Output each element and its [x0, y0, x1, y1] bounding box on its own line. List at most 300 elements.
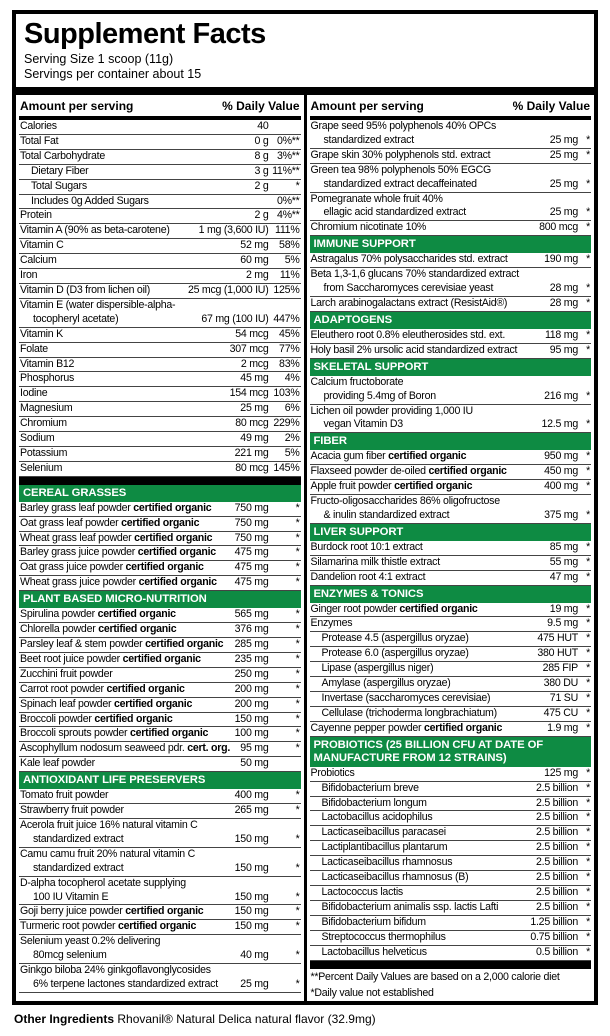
label-title: Supplement Facts [24, 18, 266, 50]
ingredient-name-bold: certified organic [103, 682, 185, 695]
ingredient-amount: 400 mg [544, 480, 578, 493]
ingredient-name: Goji berry juice powder certified organic [20, 905, 204, 918]
ingredient-name-bold: certified organic [94, 608, 176, 621]
ingredient-row [19, 417, 301, 432]
ingredient-amount: 950 mg [544, 450, 578, 463]
ingredient-amount: 2.5 billion [535, 811, 578, 824]
ingredient-dv: * [295, 179, 300, 192]
ingredient-amount: 1.25 billion [530, 915, 578, 928]
ingredient-amount: 285 FIP [542, 662, 578, 675]
ingredient-name: Green tea 98% polyphenols 50% EGCG [310, 163, 492, 176]
ingredient-row [310, 946, 592, 961]
ingredient-name: Streptococcus thermophilus [321, 930, 446, 943]
ingredient-dv: * [586, 282, 590, 295]
ingredient-name: Magnesium [20, 402, 73, 415]
col-header-amount: Amount per serving [20, 99, 134, 113]
ingredient-row [19, 877, 301, 906]
separator-bar [16, 87, 594, 95]
ingredient-amount: 60 mg [240, 254, 269, 267]
ingredient-name: Acacia gum fiber certified organic [310, 450, 467, 463]
ingredient-row [19, 964, 301, 993]
ingredient-name: Lactiplantibacillus plantarum [321, 841, 448, 854]
ingredient-amount: 0.75 billion [530, 930, 578, 943]
ingredient-amount: 190 mg [544, 253, 578, 266]
ingredient-amount: 250 mg [234, 667, 269, 680]
ingredient-name: Barley grass juice powder certified organic [20, 546, 216, 559]
ingredient-name-bold: certified organic [135, 546, 216, 559]
ingredient-amount: 1 mg (3,600 IU) [198, 224, 269, 237]
ingredient-row [19, 804, 301, 819]
ingredient-name: Bifidobacterium animalis ssp. lactis Lafti [321, 900, 499, 913]
ingredient-amount: 50 mg [240, 757, 269, 770]
ingredient-name: Vitamin K [20, 327, 63, 340]
ingredient-name: Chromium nicotinate 10% [310, 221, 427, 234]
ingredient-amount: 475 mg [234, 576, 269, 589]
ingredient-name-line2: 100 IU Vitamin E [33, 890, 109, 903]
ingredient-amount: 40 [257, 120, 269, 132]
ingredient-row [310, 662, 592, 677]
ingredient-amount: 2.5 billion [535, 796, 578, 809]
ingredient-name-bold: cert. org. [184, 742, 231, 755]
section-header: PROBIOTICS (25 BILLION CFU AT DATE OF MANUFACTURE FROM 12 STRAINS) [310, 737, 592, 767]
ingredient-dv: * [586, 508, 590, 521]
ingredient-name: D-alpha tocopherol acetate supplying [20, 876, 186, 889]
ingredient-dv: * [586, 796, 590, 809]
ingredient-amount: 25 mcg (1,000 IU) [187, 283, 269, 296]
ingredient-row [310, 871, 592, 886]
ingredient-name: Barley grass leaf powder certified organic [20, 501, 212, 514]
ingredient-dv: * [586, 328, 590, 341]
ingredient-name-bold: certified organic [130, 501, 212, 514]
ingredient-name-bold: certified organic [91, 712, 173, 725]
ingredient-amount: 71 SU [549, 692, 578, 704]
ingredient-name: Wheat grass juice powder certified organic [20, 576, 217, 589]
ingredient-dv: 103% [273, 387, 300, 400]
ingredient-dv: 2% [284, 432, 300, 445]
ingredient-row [310, 856, 592, 871]
ingredient-dv: 11%** [272, 164, 300, 177]
ingredient-row [19, 638, 301, 653]
ingredient-dv: * [586, 915, 590, 928]
ingredient-row [19, 432, 301, 447]
ingredient-dv: * [295, 546, 300, 559]
ingredient-name: Calcium [20, 254, 57, 267]
ingredient-name-bold: certified organic [425, 465, 507, 478]
ingredient-name: Flaxseed powder de-oiled certified organic [310, 465, 507, 478]
ingredient-row [310, 811, 592, 826]
ingredient-dv: * [586, 465, 590, 478]
ingredient-name: Calcium fructoborate [310, 375, 404, 388]
ingredient-dv: * [586, 930, 590, 943]
ingredient-name-bold: certified organic [115, 920, 197, 933]
ingredient-dv: * [586, 296, 590, 309]
ingredient-dv: 229% [273, 417, 300, 430]
ingredient-name: Silamarina milk thistle extract [310, 555, 440, 568]
ingredient-name: Eleuthero root 0.8% eleutherosides std. ext. [310, 328, 506, 341]
ingredient-amount: 235 mg [234, 652, 269, 665]
ingredient-row [19, 150, 301, 165]
ingredient-name-bold: certified organic [142, 638, 224, 650]
ingredient-row [310, 149, 592, 164]
ingredient-amount: 150 mg [234, 905, 269, 918]
ingredient-name: Amylase (aspergillus oryzae) [321, 677, 451, 690]
ingredient-name: Holy basil 2% ursolic acid standardized extract [310, 343, 518, 356]
ingredient-amount: 28 mg [549, 282, 578, 295]
ingredient-dv: * [295, 531, 300, 544]
ingredient-dv: * [295, 861, 300, 874]
ingredient-row [19, 502, 301, 517]
ingredient-dv: 45% [279, 327, 300, 340]
ingredient-name: Vitamin A (90% as beta-carotene) [20, 224, 170, 237]
ingredient-dv: * [295, 742, 300, 755]
ingredient-row [19, 623, 301, 638]
footnote: *Daily value not established [310, 986, 434, 999]
ingredient-name: Invertase (saccharomyces cerevisiae) [321, 692, 491, 704]
ingredient-row [310, 297, 592, 312]
ingredient-row [310, 826, 592, 841]
ingredient-row [19, 209, 301, 224]
ingredient-name: Lacticaseibacillus paracasei [321, 826, 446, 839]
ingredient-name: Spirulina powder certified organic [20, 608, 176, 621]
footnote: **Percent Daily Values are based on a 2,000 calorie diet [310, 970, 560, 983]
ingredient-row [19, 462, 301, 477]
ingredient-amount: 2.5 billion [535, 826, 578, 839]
ingredient-name-line2: vegan Vitamin D3 [323, 418, 403, 431]
ingredient-row [310, 617, 592, 632]
ingredient-amount: 2.5 billion [535, 841, 578, 854]
ingredient-row [19, 683, 301, 698]
ingredient-name: Lactococcus lactis [321, 885, 403, 898]
ingredient-amount: 380 HUT [537, 647, 578, 660]
ingredient-dv: * [295, 516, 300, 529]
ingredient-dv: * [586, 133, 590, 146]
ingredient-name: Oat grass leaf powder certified organic [20, 516, 200, 529]
ingredient-row [19, 447, 301, 462]
ingredient-amount: 1.9 mg [547, 721, 578, 734]
ingredient-amount: 2 mg [245, 269, 269, 282]
ingredient-row [310, 465, 592, 480]
ingredient-dv: * [586, 253, 590, 266]
ingredient-dv: * [295, 712, 300, 725]
ingredient-name: Total Fat [20, 134, 59, 147]
ingredient-row [310, 692, 592, 707]
ingredient-amount: 8 g [254, 149, 269, 162]
ingredient-row [19, 224, 301, 239]
ingredient-row [19, 819, 301, 848]
ingredient-dv: 5% [284, 446, 300, 459]
ingredient-dv: * [586, 811, 590, 824]
ingredient-name: Lipase (aspergillus niger) [321, 662, 434, 675]
ingredient-amount: 150 mg [234, 920, 269, 933]
ingredient-row [19, 561, 301, 576]
ingredient-dv: * [586, 343, 590, 356]
ingredient-amount: 19 mg [549, 602, 578, 615]
ingredient-amount: 150 mg [234, 832, 269, 845]
other-ingredients-text: Rhovanil® Natural Delica natural flavor (32.9mg) [114, 1011, 376, 1026]
ingredient-dv: * [586, 555, 590, 568]
ingredient-amount: 125 mg [544, 766, 578, 779]
ingredient-row [310, 329, 592, 344]
ingredient-amount: 100 mg [234, 727, 269, 740]
ingredient-amount: 49 mg [240, 432, 269, 445]
ingredient-dv: * [586, 206, 590, 219]
ingredient-amount: 150 mg [234, 890, 269, 903]
ingredient-dv: * [586, 721, 590, 734]
ingredient-row [19, 713, 301, 728]
ingredient-name: Includes 0g Added Sugars [31, 194, 149, 207]
ingredient-dv: * [295, 949, 300, 962]
ingredient-amount: 150 mg [234, 861, 269, 874]
ingredient-row [19, 358, 301, 373]
ingredient-name-bold: certified organic [122, 905, 204, 918]
ingredient-name-bold: certified organic [95, 623, 177, 636]
ingredient-dv: * [586, 885, 590, 898]
ingredient-row [19, 668, 301, 683]
ingredient-amount: 380 DU [543, 677, 578, 690]
ingredient-name: Lactobacillus acidophilus [321, 811, 433, 824]
ingredient-row [19, 517, 301, 532]
ingredient-amount: 450 mg [544, 465, 578, 478]
ingredient-row [19, 576, 301, 591]
servings-per-container: Servings per container about 15 [24, 67, 202, 81]
ingredient-dv: 4%** [276, 209, 300, 222]
ingredient-row [310, 782, 592, 797]
ingredient-row [310, 268, 592, 297]
ingredient-name: Vitamin C [20, 239, 64, 252]
ingredient-row [310, 916, 592, 931]
ingredient-row [19, 608, 301, 623]
ingredient-name: Sodium [20, 432, 55, 445]
ingredient-dv: * [586, 692, 590, 704]
ingredient-name: Bifidobacterium longum [321, 796, 427, 809]
ingredient-amount: 0.5 billion [535, 945, 578, 958]
ingredient-dv: * [295, 727, 300, 740]
ingredient-row [19, 935, 301, 964]
ingredient-row [310, 376, 592, 405]
ingredient-name: Lacticaseibacillus rhamnosus (B) [321, 871, 469, 884]
ingredient-dv: 5% [284, 254, 300, 267]
section-header: ANTIOXIDANT LIFE PRESERVERS [19, 772, 301, 789]
ingredient-row [19, 165, 301, 180]
ingredient-amount: 475 HUT [537, 632, 578, 645]
ingredient-name: Vitamin E (water dispersible-alpha- [20, 298, 176, 311]
column-right [307, 95, 595, 1001]
ingredient-dv: * [586, 389, 590, 402]
ingredient-dv: * [586, 871, 590, 884]
ingredient-amount: 200 mg [234, 682, 269, 695]
ingredient-row [19, 254, 301, 269]
other-ingredients [12, 1012, 598, 1026]
ingredient-name-bold: certified organic [385, 450, 467, 463]
column-left [16, 95, 304, 1001]
ingredient-dv: * [586, 221, 590, 234]
ingredient-amount: 95 mg [240, 742, 269, 755]
ingredient-row [310, 221, 592, 236]
ingredient-name: Enzymes [310, 617, 353, 630]
ingredient-row [310, 193, 592, 222]
ingredient-name: Protein [20, 209, 52, 222]
ingredient-dv: * [586, 602, 590, 615]
ingredient-name-bold: certified organic [127, 727, 209, 740]
ingredient-amount: 475 CU [543, 706, 578, 719]
ingredient-amount: 85 mg [549, 540, 578, 553]
ingredient-dv: * [295, 697, 300, 710]
ingredient-amount: 0 g [254, 134, 269, 147]
ingredient-dv: * [295, 905, 300, 918]
ingredient-row [310, 707, 592, 722]
ingredient-row [19, 698, 301, 713]
ingredient-row [310, 797, 592, 812]
ingredient-name: Ginger root powder certified organic [310, 602, 478, 615]
ingredient-row [310, 120, 592, 149]
ingredient-amount: 54 mcg [235, 327, 269, 340]
ingredient-row [19, 920, 301, 935]
ingredient-amount: 40 mg [240, 949, 269, 962]
ingredient-dv: * [586, 841, 590, 854]
ingredient-name: Astragalus 70% polysaccharides std. extract [310, 253, 508, 266]
ingredient-amount: 55 mg [549, 555, 578, 568]
ingredient-row [310, 164, 592, 193]
ingredient-row [19, 372, 301, 387]
ingredient-row [19, 343, 301, 358]
ingredient-amount: 2 g [254, 209, 269, 222]
ingredient-row [19, 789, 301, 804]
ingredient-amount: 285 mg [234, 638, 269, 650]
ingredient-name: Fructo-oligosaccharides 86% oligofructose [310, 495, 500, 508]
ingredient-amount: 307 mcg [229, 342, 269, 355]
ingredient-name: Protease 4.5 (aspergillus oryzae) [321, 632, 469, 645]
ingredient-amount: 118 mg [544, 328, 578, 341]
ingredient-name: Cayenne pepper powder certified organic [310, 721, 503, 734]
ingredient-name: Iron [20, 269, 38, 282]
ingredient-row [19, 402, 301, 417]
ingredient-amount: 25 mg [549, 206, 578, 219]
section-header: IMMUNE SUPPORT [310, 236, 592, 253]
ingredient-name: Oat grass juice powder certified organic [20, 561, 204, 574]
ingredient-dv: * [586, 540, 590, 553]
label-header [16, 14, 594, 84]
ingredient-row [310, 450, 592, 465]
col-header-dv: % Daily Value [512, 99, 590, 113]
ingredient-amount: 67 mg (100 IU) [201, 312, 269, 325]
ingredient-amount: 25 mg [549, 177, 578, 190]
ingredient-amount: 9.5 mg [547, 617, 578, 630]
ingredient-row [310, 344, 592, 359]
ingredient-name: Apple fruit powder certified organic [310, 480, 473, 493]
ingredient-amount: 750 mg [234, 501, 269, 514]
ingredient-name: Lactobacillus helveticus [321, 945, 427, 958]
ingredient-name: Parsley leaf & stem powder certified organic [20, 638, 224, 650]
ingredient-dv: * [295, 920, 300, 933]
ingredient-name: Broccoli powder certified organic [20, 712, 173, 725]
ingredient-row [310, 931, 592, 946]
separator-bar [19, 477, 301, 485]
ingredient-amount: 25 mg [549, 148, 578, 161]
ingredient-amount: 12.5 mg [541, 418, 578, 431]
ingredient-row [19, 546, 301, 561]
ingredient-row [19, 653, 301, 668]
ingredient-row [19, 727, 301, 742]
ingredient-name: Vitamin B12 [20, 357, 75, 370]
ingredient-name-bold: certified organic [111, 697, 193, 710]
ingredient-amount: 800 mcg [539, 221, 578, 234]
ingredient-dv: 4% [284, 372, 300, 385]
ingredient-row [310, 571, 592, 586]
ingredient-name: Wheat grass leaf powder certified organic [20, 531, 213, 544]
ingredient-amount: 25 mg [549, 133, 578, 146]
ingredient-amount: 25 mg [240, 977, 269, 990]
section-header: CEREAL GRASSES [19, 485, 301, 502]
ingredient-name-bold: certified organic [396, 602, 478, 615]
ingredient-dv: * [295, 652, 300, 665]
ingredient-name-bold: certified organic [122, 561, 204, 574]
ingredient-name: Chromium [20, 417, 67, 430]
ingredient-name: Broccoli sprouts powder certified organic [20, 727, 209, 740]
ingredient-amount: 565 mg [234, 608, 269, 621]
ingredient-dv: 111% [274, 224, 300, 237]
ingredient-dv: * [586, 706, 590, 719]
ingredient-dv: * [586, 632, 590, 645]
ingredient-name: Cellulase (trichoderma longbrachiatum) [321, 706, 497, 719]
ingredient-dv: * [295, 576, 300, 589]
ingredient-row [19, 387, 301, 402]
ingredient-dv: * [295, 667, 300, 680]
ingredient-name-bold: certified organic [119, 652, 201, 665]
ingredient-name-bold: certified organic [135, 576, 217, 589]
ingredient-name: Turmeric root powder certified organic [20, 920, 197, 933]
section-header: PLANT BASED MICRO-NUTRITION [19, 591, 301, 608]
ingredient-amount: 80 mcg [235, 461, 269, 474]
section-header: ENZYMES & TONICS [310, 586, 592, 603]
other-ingredients-label: Other Ingredients [14, 1011, 115, 1026]
ingredient-amount: 95 mg [549, 343, 578, 356]
ingredient-amount: 2.5 billion [535, 871, 578, 884]
ingredient-row [19, 284, 301, 299]
ingredient-dv: * [586, 480, 590, 493]
ingredient-dv: * [295, 977, 300, 990]
ingredient-name: Pomegranate whole fruit 40% [310, 192, 443, 205]
ingredient-row [310, 722, 592, 737]
ingredient-row [19, 742, 301, 757]
section-header: ADAPTOGENS [310, 312, 592, 329]
ingredient-amount: 400 mg [234, 789, 269, 802]
ingredient-amount: 25 mg [240, 402, 269, 415]
ingredient-name: Ginkgo biloba 24% ginkgoflavonglycosides [20, 964, 211, 977]
ingredient-row [19, 180, 301, 195]
ingredient-row [310, 841, 592, 856]
ingredient-name: Lacticaseibacillus rhamnosus [321, 856, 453, 869]
ingredient-dv: * [586, 617, 590, 630]
ingredient-dv: * [295, 804, 300, 817]
ingredient-row [19, 239, 301, 254]
ingredient-name: Chlorella powder certified organic [20, 623, 177, 636]
ingredient-amount: 216 mg [544, 389, 578, 402]
ingredient-dv: 447% [273, 312, 300, 325]
ingredient-name-line2: standardized extract [33, 832, 124, 845]
section-header: LIVER SUPPORT [310, 524, 592, 541]
ingredient-dv: 6% [284, 402, 300, 415]
ingredient-name: Total Carbohydrate [20, 149, 106, 162]
ingredient-amount: 475 mg [234, 546, 269, 559]
ingredient-amount: 154 mcg [229, 387, 269, 400]
ingredient-row [310, 647, 592, 662]
ingredient-name: Grape skin 30% polyphenols std. extract [310, 148, 491, 161]
ingredient-dv: * [586, 826, 590, 839]
ingredient-name: Carrot root powder certified organic [20, 682, 185, 695]
ingredient-dv: * [586, 900, 590, 913]
ingredient-dv: * [295, 890, 300, 903]
ingredient-amount: 2 g [254, 179, 269, 192]
